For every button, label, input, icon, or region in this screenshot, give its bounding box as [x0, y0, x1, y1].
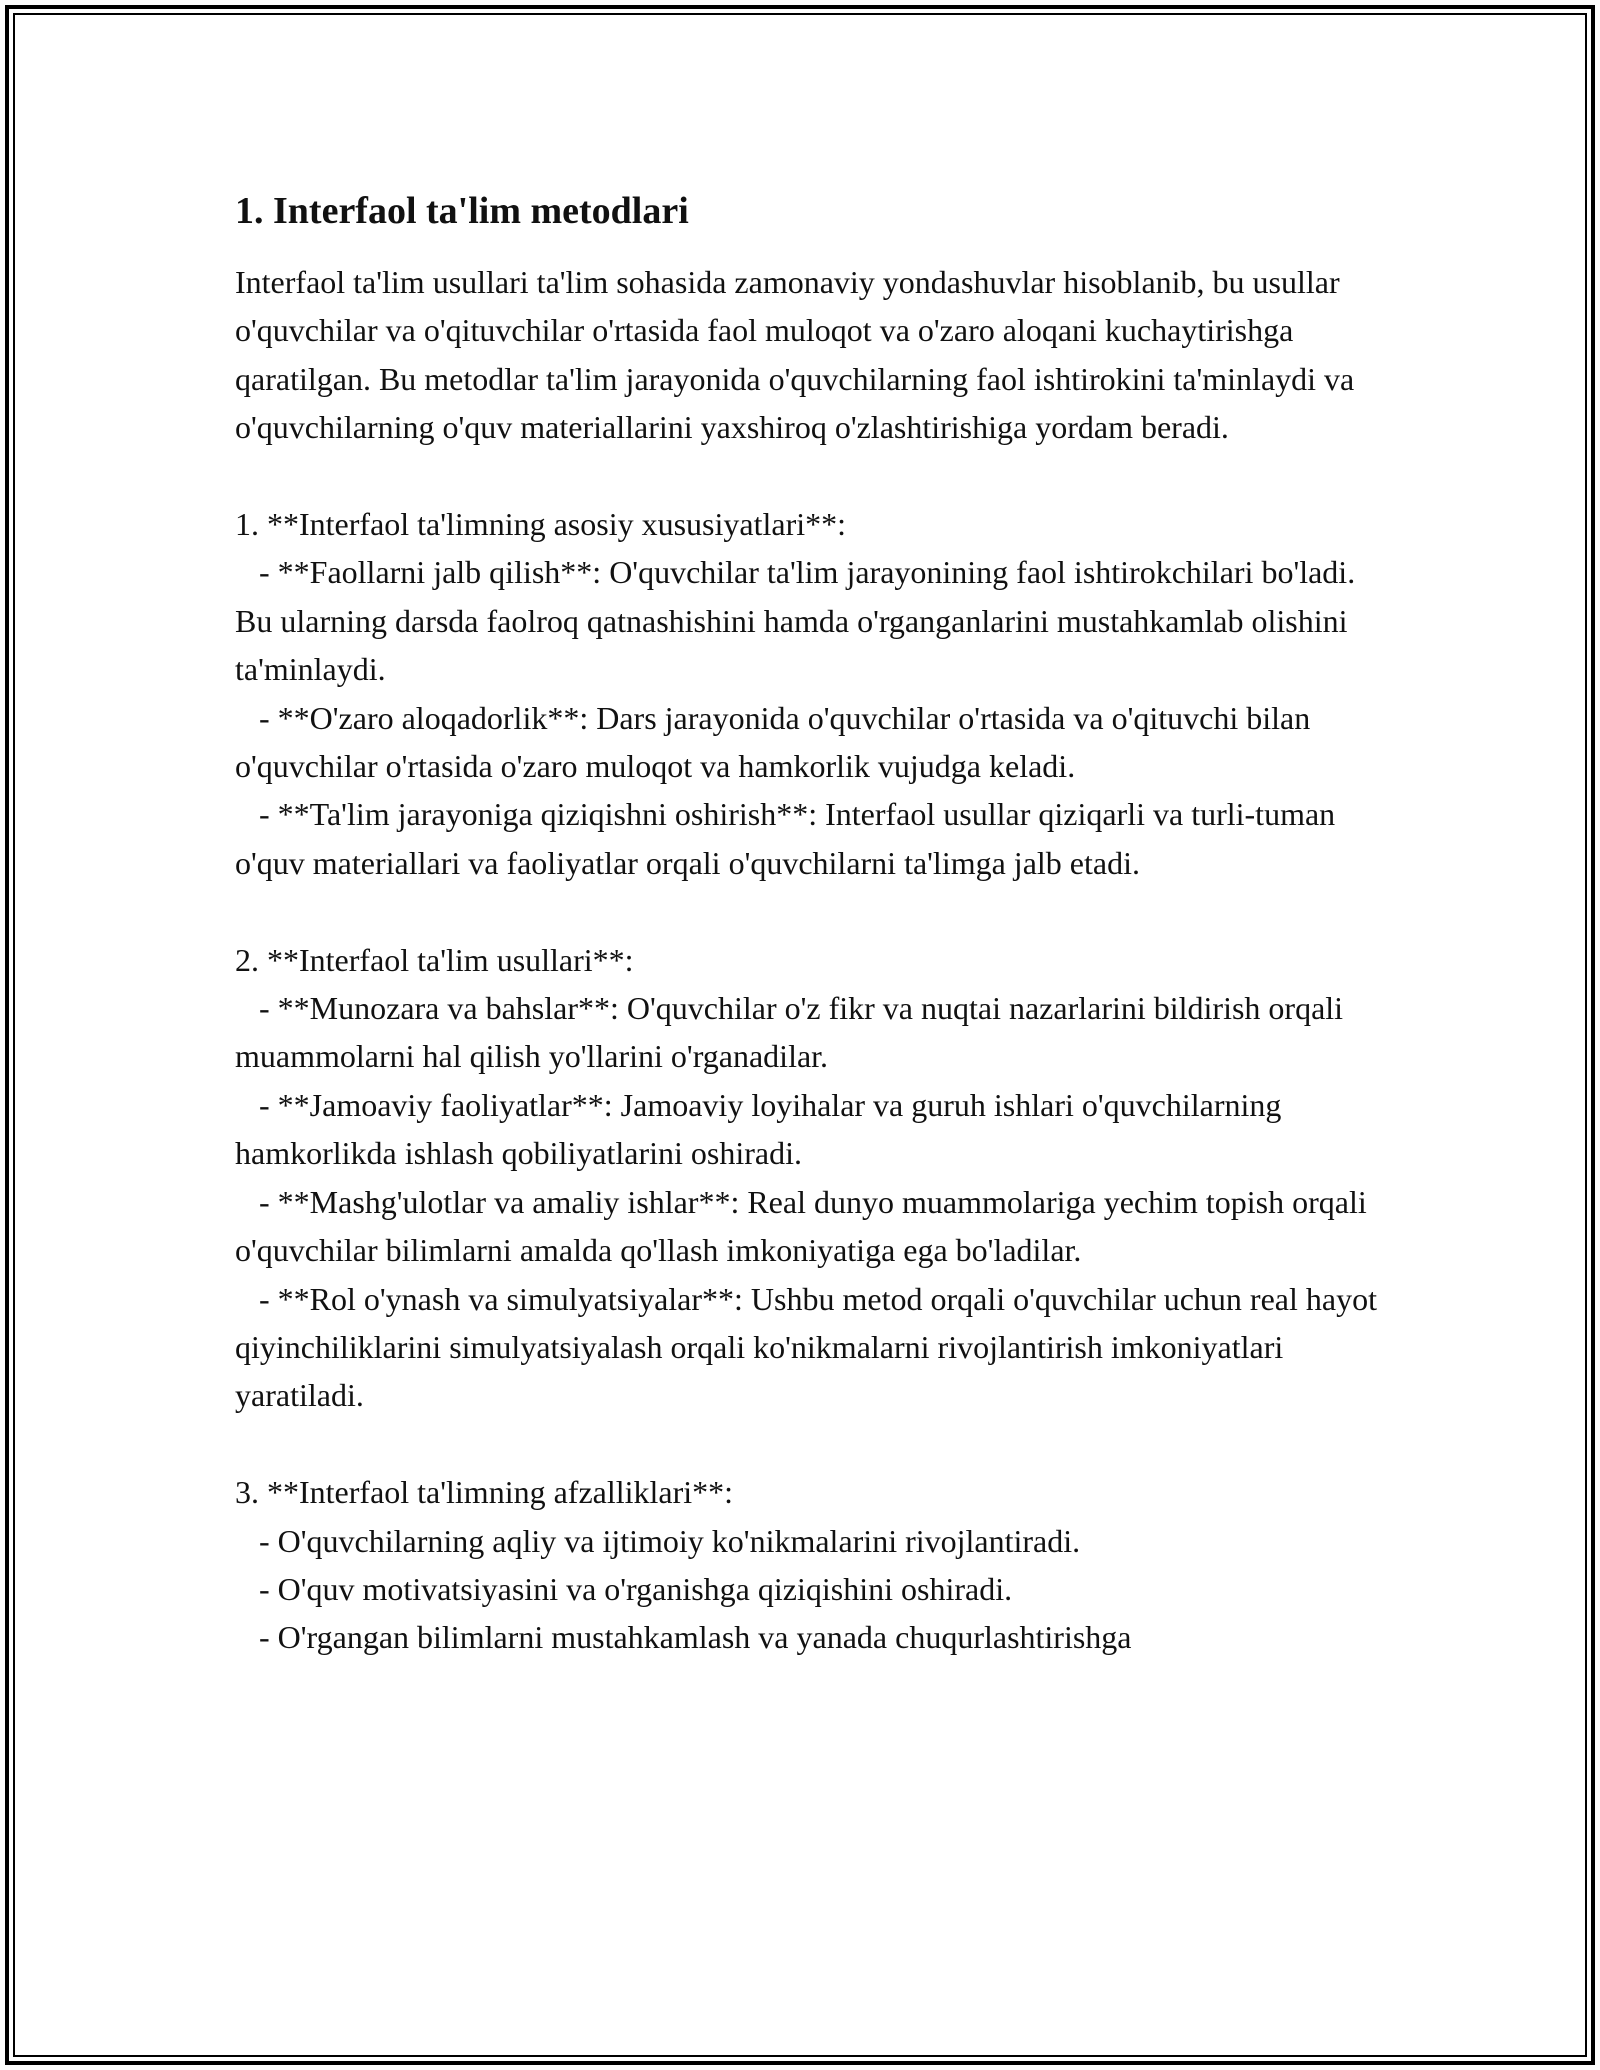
list-item: - O'rgangan bilimlarni mustahkamlash va yanada chuqurlashtirishga [235, 1619, 1132, 1656]
list-item: - **Ta'lim jarayoniga qiziqishni oshirish**: Interfaol usullar qiziqarli va turli-tuman o'quv materiallari va faoliyatlar orqali o'quvchilarni ta'limga jalb etadi. [235, 796, 1344, 881]
list-item: - **Mashg'ulotlar va amaliy ishlar**: Real dunyo muammolariga yechim topish orqali o'quvchilar bilimlarni amalda qo'llash imkoniyatiga ega bo'ladilar. [235, 1183, 1375, 1269]
section-1 [235, 500, 1385, 887]
section-3 [235, 1468, 1385, 1662]
list-item: - **Rol o'ynash va simulyatsiyalar**: Ushbu metod orqali o'quvchilar uchun real hayot qiyinchiliklarini simulyatsiyalash orqali ko'nikmalarni rivojlantirish imkoniyatlari yaratiladi. [235, 1280, 1385, 1414]
section-heading: 2. **Interfaol ta'lim usullari**: [235, 941, 634, 978]
section-heading: 3. **Interfaol ta'limning afzalliklari**: [235, 1474, 734, 1511]
section-2 [235, 936, 1385, 1420]
list-item: - **Faollarni jalb qilish**: O'quvchilar ta'lim jarayonining faol ishtirokchilari bo'ladi. Bu ularning darsda faolroq qatnashishini hamda o'rganganlarini mustahkamlab olishini ta'minlaydi. [235, 554, 1364, 688]
list-item: - **Munozara va bahslar**: O'quvchilar o'z fikr va nuqtai nazarlarini bildirish orqali muammolarni hal qilish yo'llarini o'rganadilar. [235, 990, 1352, 1075]
list-item: - **O'zaro aloqadorlik**: Dars jarayonida o'quvchilar o'rtasida va o'qituvchi bilan o'quvchilar o'rtasida o'zaro muloqot va hamkorlik vujudga keladi. [235, 699, 1319, 785]
document-title: 1. Interfaol ta'lim metodlari [235, 190, 689, 232]
spacer [235, 452, 1385, 500]
section-heading: 1. **Interfaol ta'limning asosiy xususiyatlari**: [235, 506, 846, 543]
list-item: - O'quvchilarning aqliy va ijtimoiy ko'nikmalarini rivojlantiradi. [235, 1522, 1081, 1559]
spacer [235, 887, 1385, 935]
spacer [235, 1420, 1385, 1468]
document-body [235, 186, 1385, 1662]
list-item: - **Jamoaviy faoliyatlar**: Jamoaviy loyihalar va guruh ishlari o'quvchilarning hamkorlikda ishlash qobiliyatlarini oshiradi. [235, 1086, 1290, 1172]
list-item: - O'quv motivatsiyasini va o'rganishga qiziqishini oshiradi. [235, 1570, 1013, 1607]
intro-paragraph: Interfaol ta'lim usullari ta'lim sohasida zamonaviy yondashuvlar hisoblanib, bu usullar o'quvchilar va o'qituvchilar o'rtasida faol muloqot va o'zaro aloqani kuchaytirishga qaratilgan. Bu metodlar ta'lim jarayonida o'quvchilarning faol ishtirokini ta'minlaydi va o'quvchilarning o'quv materiallarini yaxshiroq o'zlashtirishiga yordam beradi. [235, 264, 1363, 446]
